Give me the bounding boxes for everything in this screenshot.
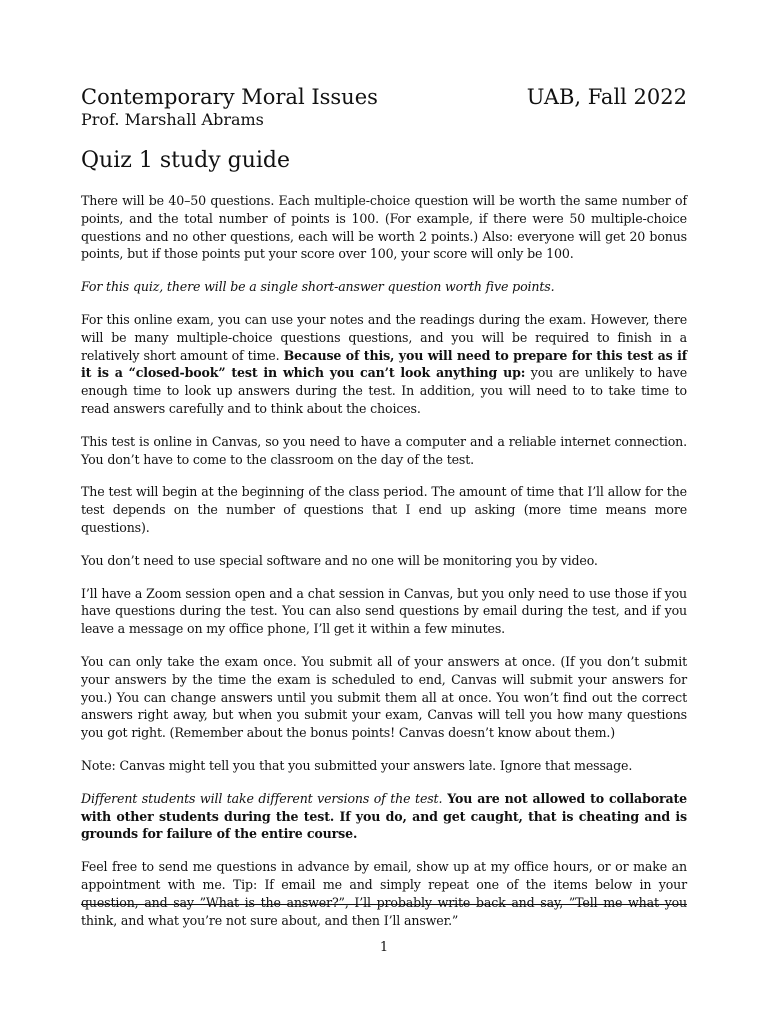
- course-title: Contemporary Moral Issues: [81, 85, 378, 109]
- versions-italic: Different students will take different versions of the test.: [81, 790, 443, 806]
- page-title: Quiz 1 study guide: [81, 148, 291, 173]
- paragraph-late-note: Note: Canvas might tell you that you submitted your answers late. Ignore that message.: [81, 757, 633, 773]
- term-label: UAB, Fall 2022: [526, 85, 687, 109]
- header-row: [81, 84, 687, 110]
- paragraph-canvas-online: This test is online in Canvas, so you need to have a computer and a reliable internet connection. You don’t have to come to the classroom on the day of the test.: [81, 433, 687, 467]
- cheating-warning: You are not allowed to collaborate with other students during the test. If you do, and get caught, that is cheating and is grounds for failure of the entire course.: [81, 790, 687, 842]
- paragraph-zoom-chat: I’ll have a Zoom session open and a chat session in Canvas, but you only need to use those if you have questions during the test. You can also send questions by email during the test, and if you leave a message on my office phone, I’ll get it within a few minutes.: [81, 585, 687, 637]
- paragraph-contact: Feel free to send me questions in advance by email, show up at my office hours, or or make an appointment with me. Tip: If email me and simply repeat one of the items below in your question, and say ”What is the answer?”, I’ll probably write back and say, ”Tell me what you think, and what you’re not sure about, and then I’ll answer.”: [81, 859, 687, 928]
- open-book-text-1: For this online exam, you can use your notes and the readings during the exam. However, there will be many multiple-choice questions questions, and you will be required to finish in a relatively short amount of time.: [81, 311, 687, 363]
- footer-divider: [81, 904, 687, 905]
- short-answer-italic: For this quiz, there will be a single short-answer question worth five points.: [81, 279, 555, 295]
- paragraph-questions-points: There will be 40–50 questions. Each multiple-choice question will be worth the same number of points, and the total number of points is 100. (For example, if there were 50 multiple-choice questions and no other questions, each will be worth 2 points.) Also: everyone will get 20 bonus points, but if those points put your score over 100, your score will only be 100.: [81, 193, 687, 262]
- open-book-text-2: you are unlikely to have enough time to look up answers during the test. In addition, you will need to to take time to read answers carefully and to think about the choices.: [81, 365, 688, 416]
- paragraph-collaboration: [81, 790, 687, 843]
- paragraph-no-monitoring: You don’t need to use special software and no one will be monitoring you by video.: [81, 552, 598, 568]
- paragraph-timing: The test will begin at the beginning of the class period. The amount of time that I’ll allow for the test depends on the number of questions that I end up asking (more time means more questions).: [81, 484, 687, 535]
- page-number: 1: [379, 940, 389, 955]
- paragraph-open-book: [81, 311, 687, 418]
- paragraph-submission: You can only take the exam once. You submit all of your answers at once. (If you don’t submit your answers by the time the exam is scheduled to end, Canvas will submit your answers for you.) You can change answers until you submit them all at once. You won’t find out the correct answers right away, but when you submit your exam, Canvas will tell you how many questions you got right. (Remember about the bonus points! Canvas doesn’t know about them.): [81, 653, 687, 741]
- paragraph-short-answer: [81, 278, 687, 296]
- document-page: [81, 84, 687, 944]
- professor-name: Prof. Marshall Abrams: [81, 110, 264, 129]
- closed-book-warning: Because of this, you will need to prepare for this test as if it is a “closed-book” test in which you can’t look anything up:: [81, 347, 688, 381]
